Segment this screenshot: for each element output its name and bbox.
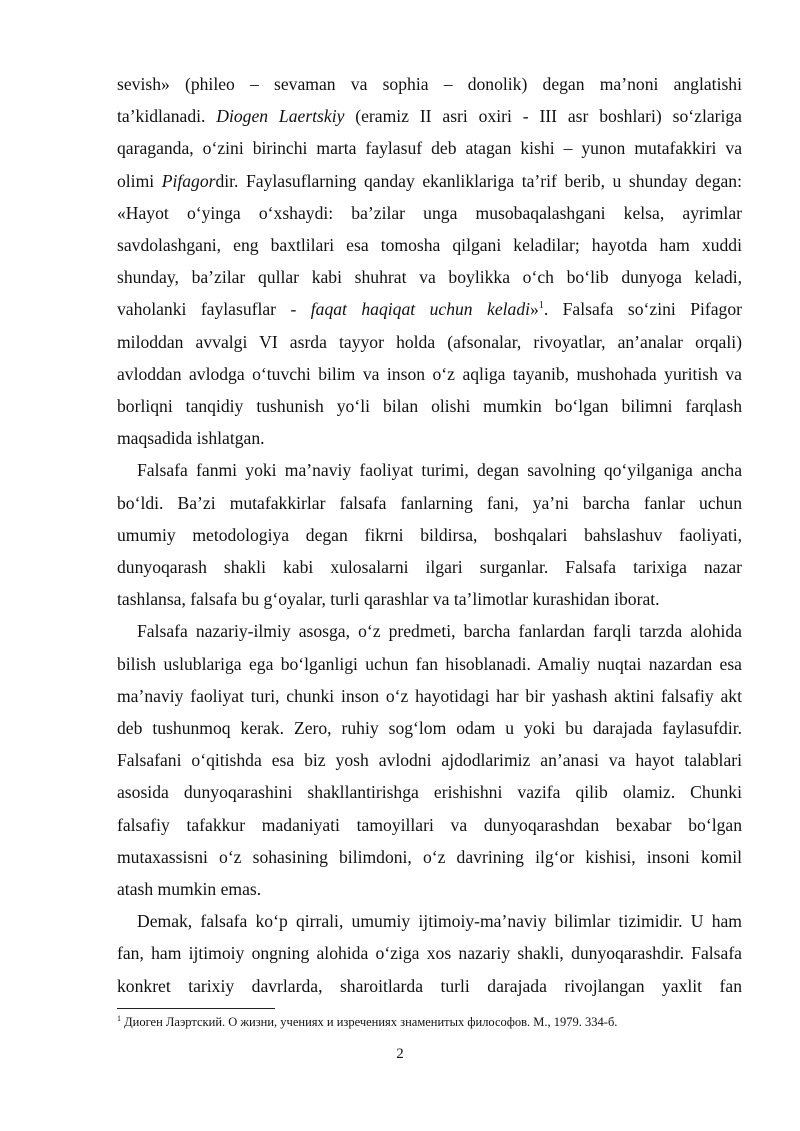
text-run: fan, ham ijtimoiy ongning alohida o‘ziga xos nazariy shakli, dunyoqarashdir. Falsafa [117,943,742,964]
text-run: sevish» (phileo – sevaman va sophia – donolik) degan ma’noni anglatishi [117,74,742,94]
text-line [117,937,742,969]
text-line [117,551,742,583]
text-run: «Hayot o‘yinga o‘xshaydi: ba’zilar unga musobaqalashgani kelsa, ayrimlar [117,202,742,223]
text-run: ta’kidlanadi. [117,106,217,127]
text-line [117,390,742,422]
text-line [117,841,742,873]
italic-text: Diogen Laertskiy [216,106,345,127]
text-line [117,293,742,325]
footnote-reference: 1 [538,300,544,312]
text-run: avloddan avlodga o‘tuvchi bilim va inson o‘z aqliga tayanib, mushohada yuritish va [117,363,742,384]
text-run: Falsafa nazariy-ilmiy asosga, o‘z predmeti, barcha fanlardan farqli tarzda alohida [137,621,742,642]
text-line [117,100,742,132]
text-run: Falsafa fanmi yoki ma’naviy faoliyat turimi, degan savolning qo‘yilganiga ancha [137,460,742,481]
text-run: tashlansa, falsafa bu g‘oyalar, turli qarashlar va ta’limotlar kurashidan iborat. [117,589,660,610]
text-line [117,712,742,744]
footnote [117,1013,742,1031]
text-line [117,358,742,390]
text-line [117,905,742,937]
text-run: maqsadida ishlatgan. [117,428,265,449]
text-line [117,615,742,647]
italic-text: Pifagor [161,170,216,191]
text-line [117,873,742,905]
paragraph [117,615,742,905]
text-run: falsafiy tafakkur madaniyati tamoyillari va dunyoqarashdan bexabar bo‘lgan [117,814,742,835]
body-text [117,68,742,1002]
text-line [117,776,742,808]
italic-text: faqat haqiqat uchun keladi [310,299,531,320]
text-line [117,229,742,261]
text-line [117,487,742,519]
text-line [117,422,742,454]
text-line [117,454,742,486]
paragraph [117,905,742,1002]
text-run: borliqni tanqidiy tushunish yo‘li bilan olishi mumkin bo‘lgan bilimni farqlash [117,396,742,417]
text-line [117,744,742,776]
text-run: vaholanki faylasuflar - [117,299,311,320]
paragraph [117,454,742,615]
text-run: dunyoqarash shakli kabi xulosalarni ilgari surganlar. Falsafa tarixiga nazar [117,557,742,578]
text-line [117,648,742,680]
paragraph [117,68,742,454]
text-run: savdolashgani, eng baxtlilari esa tomosha qilgani keladilar; hayotda ham xuddi [117,235,742,256]
text-run: qaraganda, o‘zini birinchi marta faylasuf deb atagan kishi – yunon mutafakkiri va [117,138,742,159]
text-line [117,680,742,712]
text-run: . Falsafa so‘zini Pifagor [543,299,743,320]
text-run: (eramiz II asri oxiri - III asr boshlari) so‘zlariga [344,106,742,127]
page-number: 2 [396,1046,404,1062]
text-run: Demak, falsafa ko‘p qirrali, umumiy ijtimoiy-ma’naviy bilimlar tizimidir. U ham [137,911,742,932]
text-line [117,68,742,100]
text-run: » [530,299,539,320]
text-run: bo‘ldi. Ba’zi mutafakkirlar falsafa fanlarning fani, ya’ni barcha fanlar uchun [117,492,742,513]
text-line [117,583,742,615]
text-run: ma’naviy faoliyat turi, chunki inson o‘z hayotidagi har bir yashash aktini falsafiy akt [117,685,742,706]
footnote-separator [117,1008,275,1009]
text-run: shunday, ba’zilar qullar kabi shuhrat va boylikka o‘ch bo‘lib dunyoga keladi, [117,267,742,288]
footnote-text: Диоген Лаэртский. О жизни, учениях и изречениях знаменитых философов. М., 1979. 334-б. [121,1015,618,1029]
text-run: bilish uslublariga ega bo‘lganligi uchun fan hisoblanadi. Amaliy nuqtai nazardan esa [117,653,742,674]
text-line [117,261,742,293]
text-line [117,519,742,551]
text-run: deb tushunmoq kerak. Zero, ruhiy sog‘lom odam u yoki bu darajada faylasufdir. [117,718,742,739]
text-line [117,326,742,358]
footnote-marker: 1 [117,1013,121,1023]
text-run: mutaxassisni o‘z sohasining bilimdoni, o‘z davrining ilg‘or kishisi, insoni komil [117,846,742,867]
text-run: olimi [117,170,162,191]
text-run: Falsafani o‘qitishda esa biz yosh avlodni ajdodlarimiz an’anasi va hayot talablari [117,750,742,771]
text-line [117,132,742,164]
text-run: atash mumkin emas. [117,879,262,900]
text-run: miloddan avvalgi VI asrda tayyor holda (afsonalar, rivoyatlar, an’analar orqali) [117,331,742,352]
text-run: konkret tarixiy davrlarda, sharoitlarda turli darajada rivojlangan yaxlit fan [117,975,742,996]
text-run: dir. Faylasuflarning qanday ekanliklariga ta’rif berib, u shunday degan: [215,170,742,191]
text-line [117,809,742,841]
text-line [117,970,742,1002]
text-run: umumiy metodologiya degan fikrni bildirsa, boshqalari bahslashuv faoliyati, [117,524,742,545]
text-run: asosida dunyoqarashini shakllantirishga erishishni vazifa qilib olamiz. Chunki [117,782,742,803]
text-line [117,197,742,229]
text-line [117,165,742,197]
